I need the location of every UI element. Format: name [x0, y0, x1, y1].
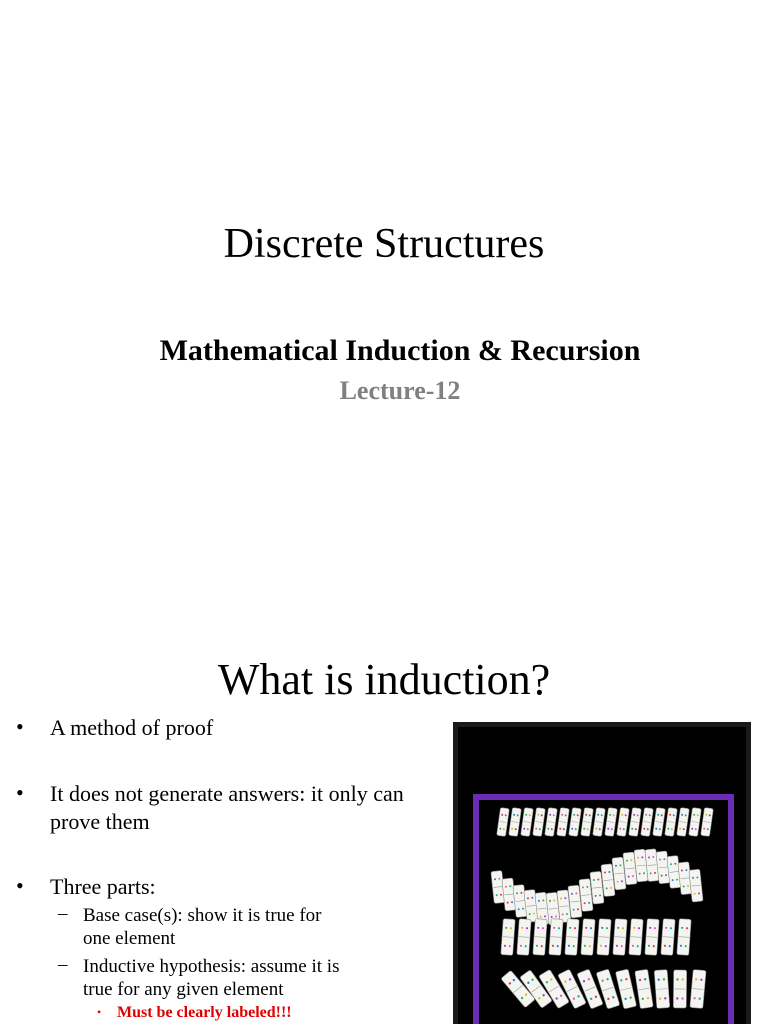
domino — [654, 970, 670, 1009]
domino — [581, 919, 595, 956]
slide-subtitle: Mathematical Induction & Recursion — [159, 334, 641, 367]
bullet-marker: • — [16, 873, 24, 898]
domino-group — [491, 808, 714, 1010]
bullet-text: It does not generate answers: it only can prove them — [50, 781, 404, 834]
domino — [509, 808, 522, 837]
lecture-number: Lecture-12 — [339, 376, 461, 405]
domino — [653, 808, 666, 837]
sub-bullet-marker: – — [58, 954, 68, 975]
sub-bullet-text: Base case(s): show it is true for one element — [83, 905, 322, 949]
domino — [673, 970, 686, 1008]
domino — [521, 808, 534, 837]
bullet-text: A method of proof — [50, 715, 214, 740]
sub-sub-bullet-marker: • — [97, 1005, 102, 1019]
domino — [677, 808, 690, 837]
sub-bullet-text: Inductive hypothesis: assume it is true for any given element — [83, 956, 340, 1000]
domino — [661, 919, 675, 956]
photo-background — [458, 727, 746, 1024]
domino — [629, 808, 642, 837]
domino — [593, 808, 606, 837]
domino — [689, 869, 703, 902]
domino — [565, 919, 579, 956]
domino — [497, 808, 510, 837]
domino — [635, 969, 653, 1009]
domino — [617, 808, 630, 837]
domino — [597, 919, 611, 956]
bullet-marker: • — [16, 714, 24, 739]
domino — [689, 808, 702, 837]
slide2-title: What is induction? — [217, 655, 551, 704]
bullet-text: Three parts: — [50, 874, 156, 899]
domino — [533, 808, 546, 837]
domino — [549, 919, 563, 956]
domino — [581, 808, 594, 837]
domino — [613, 919, 627, 956]
domino — [629, 919, 643, 956]
dominoes-photo — [453, 722, 751, 1024]
domino — [517, 919, 531, 956]
domino — [641, 808, 654, 837]
domino — [690, 970, 706, 1009]
domino — [701, 808, 714, 837]
bullet-marker: • — [16, 780, 24, 805]
domino — [677, 919, 691, 956]
domino — [545, 808, 558, 837]
domino — [605, 808, 618, 837]
slide-title: Discrete Structures — [223, 221, 545, 267]
domino — [557, 808, 570, 837]
dominoes-illustration — [458, 727, 746, 1024]
domino — [665, 808, 678, 837]
domino — [533, 919, 547, 956]
domino — [501, 919, 515, 956]
domino — [569, 808, 582, 837]
sub-sub-bullet-text: Must be clearly labeled!!! — [117, 1004, 292, 1021]
domino — [645, 919, 659, 956]
sub-bullet-marker: – — [58, 903, 68, 924]
